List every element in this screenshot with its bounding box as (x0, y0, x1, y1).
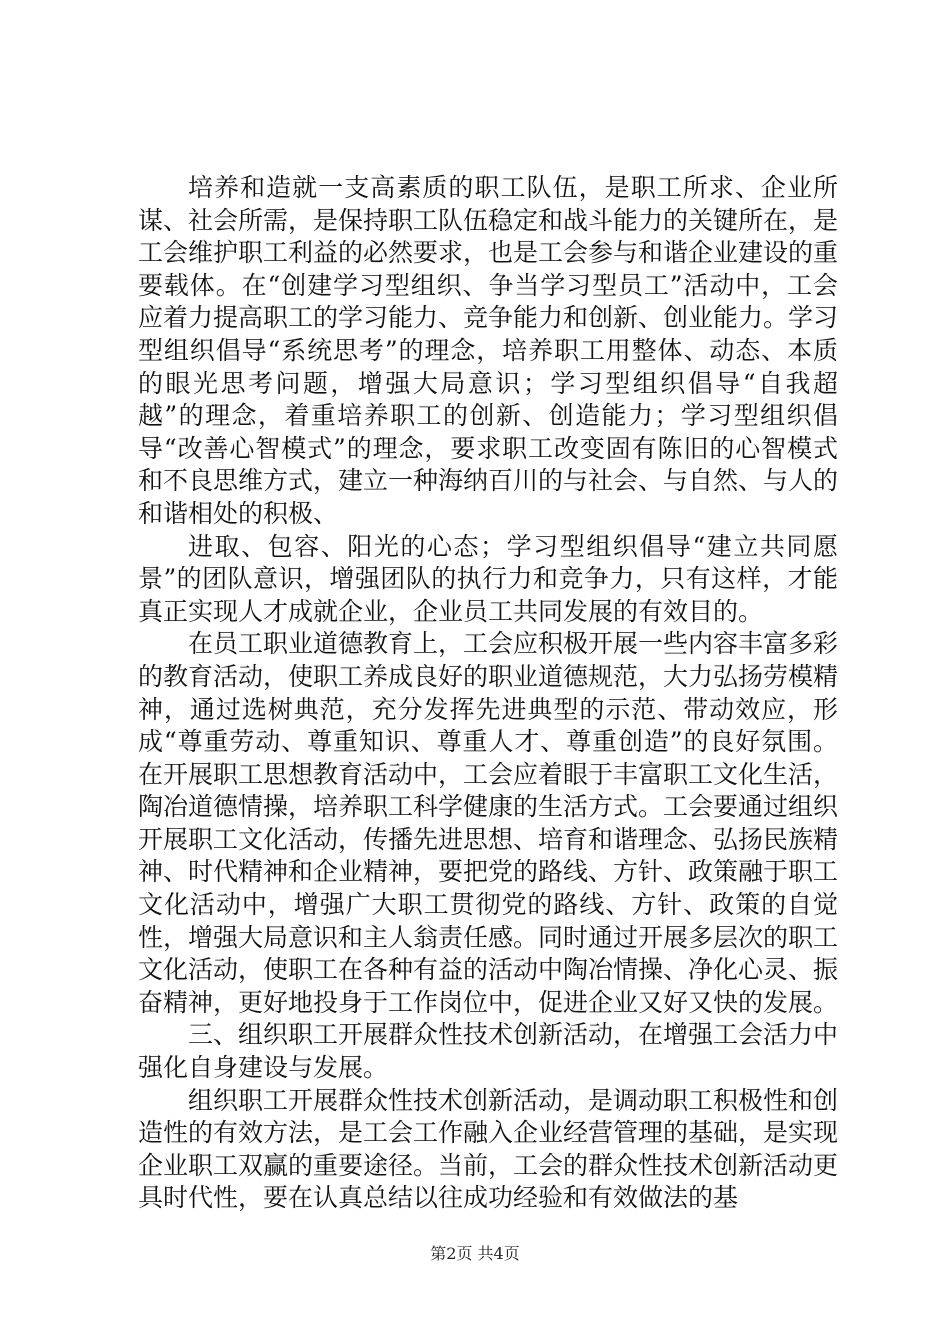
paragraph-3: 在员工职业道德教育上，工会应积极开展一些内容丰富多彩的教育活动，使职工养成良好的职业道德规范，大力弘扬劳模精神，通过选树典范，充分发挥先进典型的示范、带动效应，形成“尊重劳动、尊重知识、尊重人才、尊重创造”的良好氛围。在开展职工思想教育活动中，工会应着眼于丰富职工文化生活，陶冶道德情操，培养职工科学健康的生活方式。工会要通过组织开展职工文化活动，传播先进思想、培育和谐理念、弘扬民族精神、时代精神和企业精神，要把党的路线、方针、政策融于职工文化活动中，增强广大职工贯彻党的路线、方针、政策的自觉性，增强大局意识和主人翁责任感。同时通过开展多层次的职工文化活动，使职工在各种有益的活动中陶冶情操、净化心灵、振奋精神，更好地投身于工作岗位中，促进企业又好又快的发展。 (138, 629, 839, 1017)
paragraph-4-section-heading: 三、组织职工开展群众性技术创新活动，在增强工会活力中强化自身建设与发展。 (138, 1020, 839, 1083)
paragraph-2: 进取、包容、阳光的心态；学习型组织倡导“建立共同愿景”的团队意识，增强团队的执行力和竞争力，只有这样，才能真正实现人才成就企业，企业员工共同发展的有效目的。 (138, 531, 838, 626)
paragraph-5: 组织职工开展群众性技术创新活动，是调动职工积极性和创造性的有效方法，是工会工作融入企业经营管理的基础，是实现企业职工双赢的重要途径。当前，工会的群众性技术创新活动更具时代性，要在认真总结以往成功经验和有效做法的基 (138, 1085, 839, 1213)
page-number-footer: 第2页 共4页 (430, 1244, 520, 1263)
paragraph-1: 培养和造就一支高素质的职工队伍，是职工所求、企业所谋、社会所需，是保持职工队伍稳定和战斗能力的关键所在，是工会维护职工利益的必然要求，也是工会参与和谐企业建设的重要载体。在“创建学习型组织、争当学习型员工”活动中，工会应着力提高职工的学习能力、竞争能力和创新、创业能力。学习型组织倡导“系统思考”的理念，培养职工用整体、动态、本质的眼光思考问题，增强大局意识；学习型组织倡导“自我超越”的理念，着重培养职工的创新、创造能力；学习型组织倡导“改善心智模式”的理念，要求职工改变固有陈旧的心智模式和不良思维方式，建立一种海纳百川的与社会、与自然、与人的和谐相处的积极、 (138, 173, 839, 528)
document-body (138, 172, 838, 1215)
